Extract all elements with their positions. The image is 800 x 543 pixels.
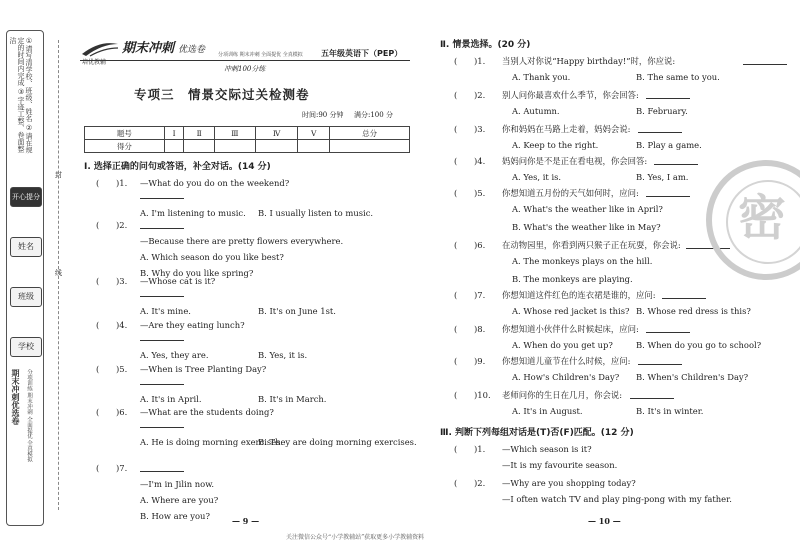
option-b: B. When's Children's Day? (636, 372, 749, 382)
answer-blank[interactable] (646, 98, 690, 99)
section1-heading: Ⅰ. 选择正确的问句或答语，补全对话。(14 分) (84, 162, 271, 172)
option-b: B. Yes, I am. (636, 172, 689, 182)
score-cell: 总分 (330, 127, 410, 140)
option-a: A. It's mine. (140, 306, 191, 316)
strip-slogan: 分项训练 期末冲刺 全面提优 全真模拟 (26, 369, 32, 463)
answer-blank[interactable] (140, 296, 184, 297)
score-cell: Ⅴ (298, 127, 330, 140)
answer-blank[interactable] (743, 64, 787, 65)
answer-blank[interactable] (140, 340, 184, 341)
question-text: 你想知道儿童节在什么时候，应问: (502, 356, 631, 366)
brand-sub: 优选卷 (178, 45, 206, 55)
binding-strip (6, 30, 44, 526)
logo-icon (80, 38, 120, 58)
score-input[interactable] (214, 140, 255, 153)
score-table (84, 126, 410, 153)
exam-full-marks: 满分:100 分 (354, 111, 393, 119)
option-b: B. It's in March. (258, 394, 327, 404)
score-cell: Ⅰ (164, 127, 184, 140)
answer-blank[interactable] (654, 164, 698, 165)
option-b: B. Play a game. (636, 140, 702, 150)
question-text: —What do you do on the weekend? (140, 178, 290, 188)
question-number: ( )7. (454, 290, 486, 300)
stamp-char: 密 (738, 190, 787, 246)
option-a: A. When do you get up? (512, 340, 613, 350)
question-number: ( )2. (454, 90, 486, 100)
option-a: A. Whose red jacket is this? (512, 306, 630, 316)
question-text: 你想知道五月份的天气如何时，应问: (502, 188, 639, 198)
school-label: 学校 (10, 337, 42, 357)
option-a: A. Which season do you like best? (140, 252, 284, 262)
answer-blank[interactable] (140, 198, 184, 199)
option-b: B. The same to you. (636, 72, 720, 82)
header-slogan: 分项训练 期末冲刺 全面提优 全真模拟 (218, 52, 303, 58)
question-text: —What are the students doing? (140, 407, 274, 417)
score-cell: 题号 (85, 127, 165, 140)
option-a: A. I'm listening to music. (140, 208, 246, 218)
option-a: A. What's the weather like in April? (512, 204, 663, 214)
question-number: ( )1. (454, 56, 486, 66)
score-cell: Ⅱ (184, 127, 214, 140)
option-a: A. The monkeys plays on the hill. (512, 256, 653, 266)
question-number: ( )7. (96, 463, 128, 473)
option-a: A. Thank you. (512, 72, 571, 82)
answer-blank[interactable] (662, 298, 706, 299)
dialogue-response: —It is my favourite season. (502, 460, 618, 470)
option-b: B. They are doing morning exercises. (258, 437, 417, 447)
answer-blank[interactable] (140, 384, 184, 385)
question-number: ( )2. (454, 478, 486, 488)
score-cell: Ⅲ (214, 127, 255, 140)
question-text: —I'm in Jilin now. (140, 479, 215, 489)
question-text: —Whose cat is it? (140, 276, 216, 286)
option-a: A. Where are you? (140, 495, 219, 505)
question-number: ( )3. (454, 124, 486, 134)
grade-book: 五年级英语下（PEP） (321, 49, 403, 58)
question-number: ( )10. (454, 390, 491, 400)
option-a: A. He is doing morning exercises. (140, 437, 284, 447)
question-number: ( )5. (454, 188, 486, 198)
dialogue-question: —Which season is it? (502, 444, 592, 454)
question-text: 当别人对你说“Happy birthday!”时，你应说: (502, 56, 676, 66)
question-text: 你想知道这件红色的连衣裙是谁的，应问: (502, 290, 656, 300)
score-input[interactable] (184, 140, 214, 153)
question-number: ( )1. (96, 178, 128, 188)
question-number: ( )4. (454, 156, 486, 166)
strip-brand: 期末冲刺优选卷 (11, 369, 20, 425)
option-b: B. Yes, it is. (258, 350, 308, 360)
question-text: —Because there are pretty flowers everywhere. (140, 236, 344, 246)
page-number-right: — 10 — (588, 516, 621, 526)
option-a: A. Yes, it is. (512, 172, 562, 182)
question-text: 妈妈问你是不是正在看电视，你会回答: (502, 156, 648, 166)
answer-blank[interactable] (140, 427, 184, 428)
cut-line (58, 40, 59, 510)
option-b: B. February. (636, 106, 688, 116)
logo-swoosh (80, 38, 120, 58)
option-a: A. Autumn. (512, 106, 560, 116)
question-number: ( )1. (454, 444, 486, 454)
page-number-left: — 9 — (232, 516, 260, 526)
option-b: B. It's on June 1st. (258, 306, 336, 316)
score-table-row (85, 140, 410, 153)
option-b: B. I usually listen to music. (258, 208, 374, 218)
score-cell: Ⅳ (255, 127, 297, 140)
option-a: A. How's Children's Day? (512, 372, 620, 382)
score-input[interactable] (330, 140, 410, 153)
answer-blank[interactable] (638, 364, 682, 365)
question-number: ( )6. (96, 407, 128, 417)
option-a: A. It's in April. (140, 394, 202, 404)
option-a: A. Yes, they are. (140, 350, 209, 360)
question-number: ( )5. (96, 364, 128, 374)
question-number: ( )2. (96, 220, 128, 230)
question-number: ( )6. (454, 240, 486, 250)
question-text: —When is Tree Planting Day? (140, 364, 267, 374)
question-number: ( )3. (96, 276, 128, 286)
question-number: ( )9. (454, 356, 486, 366)
line-mark: 线 (55, 269, 62, 277)
score-table-header (85, 127, 410, 140)
question-number: ( )4. (96, 320, 128, 330)
score-input[interactable] (255, 140, 297, 153)
strip-tag: 开心提分 (10, 187, 42, 207)
footer-note: 关注微信公众号“小学教辅站”获取更多小学教辅资料 (286, 534, 425, 541)
question-text: 别人问你最喜欢什么季节，你会回答: (502, 90, 639, 100)
header-rule (80, 60, 410, 61)
exam-title: 专项三 情景交际过关检测卷 (134, 87, 310, 102)
option-b: B. How are you? (140, 511, 210, 521)
answer-blank[interactable] (630, 398, 674, 399)
confidential-stamp (706, 160, 800, 280)
question-text: 在动物园里，你看到两只猴子正在玩耍，你会说: (502, 240, 681, 250)
option-b: B. The monkeys are playing. (512, 274, 633, 284)
option-b: B. It's in winter. (636, 406, 704, 416)
question-text: 你想知道小伙伴什么时候起床，应问: (502, 324, 639, 334)
question-text: —Are they eating lunch? (140, 320, 245, 330)
option-b: B. What's the weather like in May? (512, 222, 661, 232)
score-input[interactable] (164, 140, 184, 153)
score-cell: 得分 (85, 140, 165, 153)
answer-blank[interactable] (646, 332, 690, 333)
answer-blank[interactable] (646, 196, 690, 197)
option-b: B. When do you go to school? (636, 340, 762, 350)
option-a: A. Keep to the right. (512, 140, 599, 150)
brand-title: 期末冲刺 (122, 41, 175, 56)
dialogue-question: —Why are you shopping today? (502, 478, 636, 488)
score-input[interactable] (298, 140, 330, 153)
question-text: 你和妈妈在马路上走着，妈妈会说: (502, 124, 631, 134)
section3-heading: Ⅲ. 判断下列每组对话是(T)否(F)匹配。(12 分) (440, 428, 634, 438)
option-a: A. It's in August. (512, 406, 583, 416)
answer-blank[interactable] (140, 471, 184, 472)
section2-heading: Ⅱ. 情景选择。(20 分) (440, 40, 531, 50)
dialogue-response: —I often watch TV and play ping-pong with my father. (502, 494, 732, 504)
strip-notice: ①请写清学校、班级、姓名 ②请在规定的时间内完成 ③字迹工整、卷面整洁 (9, 37, 33, 154)
question-number: ( )8. (454, 324, 486, 334)
class-label: 班级 (10, 287, 42, 307)
answer-blank[interactable] (638, 132, 682, 133)
publisher: 培优教辅 (82, 59, 107, 66)
option-b: B. Whose red dress is this? (636, 306, 751, 316)
seal-mark: 封 (55, 171, 62, 179)
option-b: B. Why do you like spring? (140, 268, 254, 278)
answer-blank[interactable] (140, 228, 184, 229)
name-label: 姓名 (10, 237, 42, 257)
exam-time: 时间:90 分钟 (302, 111, 344, 119)
target: 冲刺100分练 (224, 65, 266, 73)
question-text: 老师问你的生日在几月，你会说: (502, 390, 623, 400)
